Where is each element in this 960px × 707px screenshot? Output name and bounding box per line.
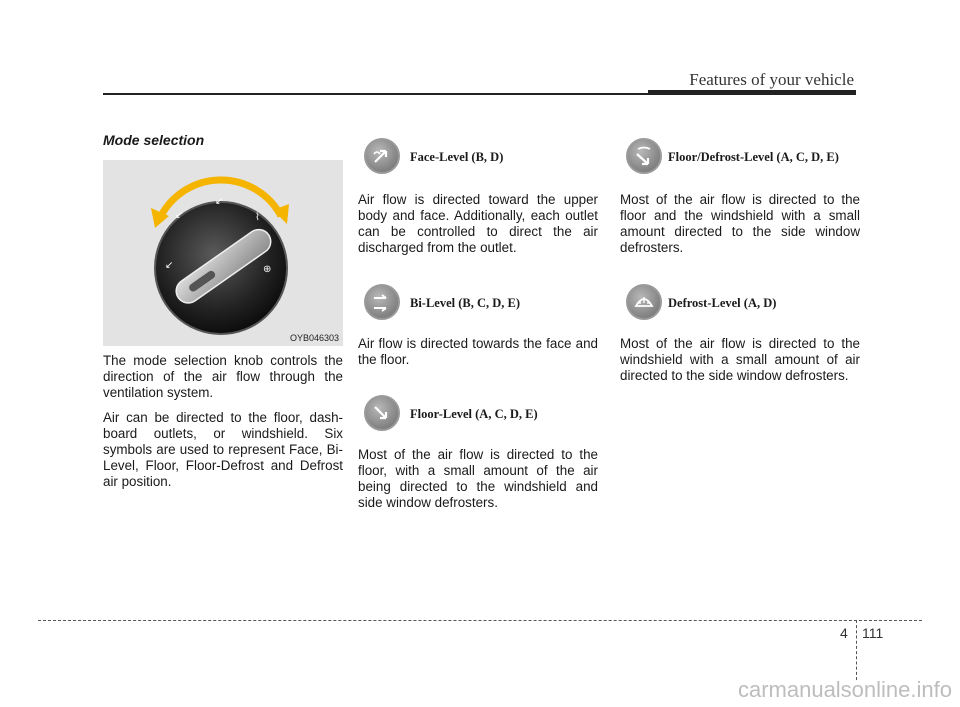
face-level-icon: [364, 138, 400, 174]
intro-paragraph: The mode selection knob controls the direction of the air flow through the ventilation system.: [103, 353, 343, 400]
bi-level-icon: [364, 284, 400, 320]
mode-heading: Floor/Defrost-Level (A, C, D, E): [668, 150, 839, 164]
mode-description: Most of the air flow is directed to the floor and the windshield with a small amount directed to the side window defrosters.: [620, 192, 860, 255]
chapter-number: 4: [840, 625, 848, 641]
intro-text: [103, 353, 343, 499]
svg-text:↙: ↙: [175, 210, 184, 221]
section-title: Mode selection: [103, 132, 205, 148]
mode-heading: Defrost-Level (A, D): [668, 296, 777, 310]
mode-description: Air flow is directed towards the face and the floor.: [358, 336, 598, 367]
image-code: OYB046303: [289, 333, 339, 343]
mode-description: Most of the air flow is directed to the windshield with a small amount of air directed to the side window defrosters.: [620, 336, 860, 383]
footer-divider: [856, 620, 857, 680]
mode-description: Air flow is directed toward the upper body and face. Additionally, each outlet can be controlled to direct the air discharged from the outlet.: [358, 192, 598, 255]
header-title: Features of your vehicle: [689, 70, 854, 89]
mode-heading: Bi-Level (B, C, D, E): [410, 296, 521, 310]
svg-text:↙: ↙: [165, 260, 174, 271]
intro-paragraph: Air can be directed to the floor, dash-board outlets, or windshield. Six symbols are used to represent Face, Bi-Level, Floor, Floor-Defrost and Defrost air position.: [103, 410, 343, 489]
defrost-level-icon: [626, 284, 662, 320]
mode-description: Most of the air flow is directed to the floor, with a small amount of the air being directed to the windshield and side window defrosters.: [358, 447, 598, 510]
watermark: carmanualsonline.info: [737, 677, 952, 702]
mode-knob-photo: [103, 160, 343, 346]
floor-defrost-level-icon: [626, 138, 662, 174]
mode-heading: Floor-Level (A, C, D, E): [410, 407, 538, 421]
svg-text:↙: ↙: [215, 196, 224, 207]
floor-level-icon: [364, 395, 400, 431]
page-number: 111: [862, 625, 884, 641]
mode-heading: Face-Level (B, D): [410, 150, 504, 164]
svg-text:⌇: ⌇: [255, 212, 260, 223]
svg-text:⊕: ⊕: [263, 264, 272, 275]
header-rule-accent: [648, 90, 856, 95]
footer-rule: [38, 620, 922, 621]
